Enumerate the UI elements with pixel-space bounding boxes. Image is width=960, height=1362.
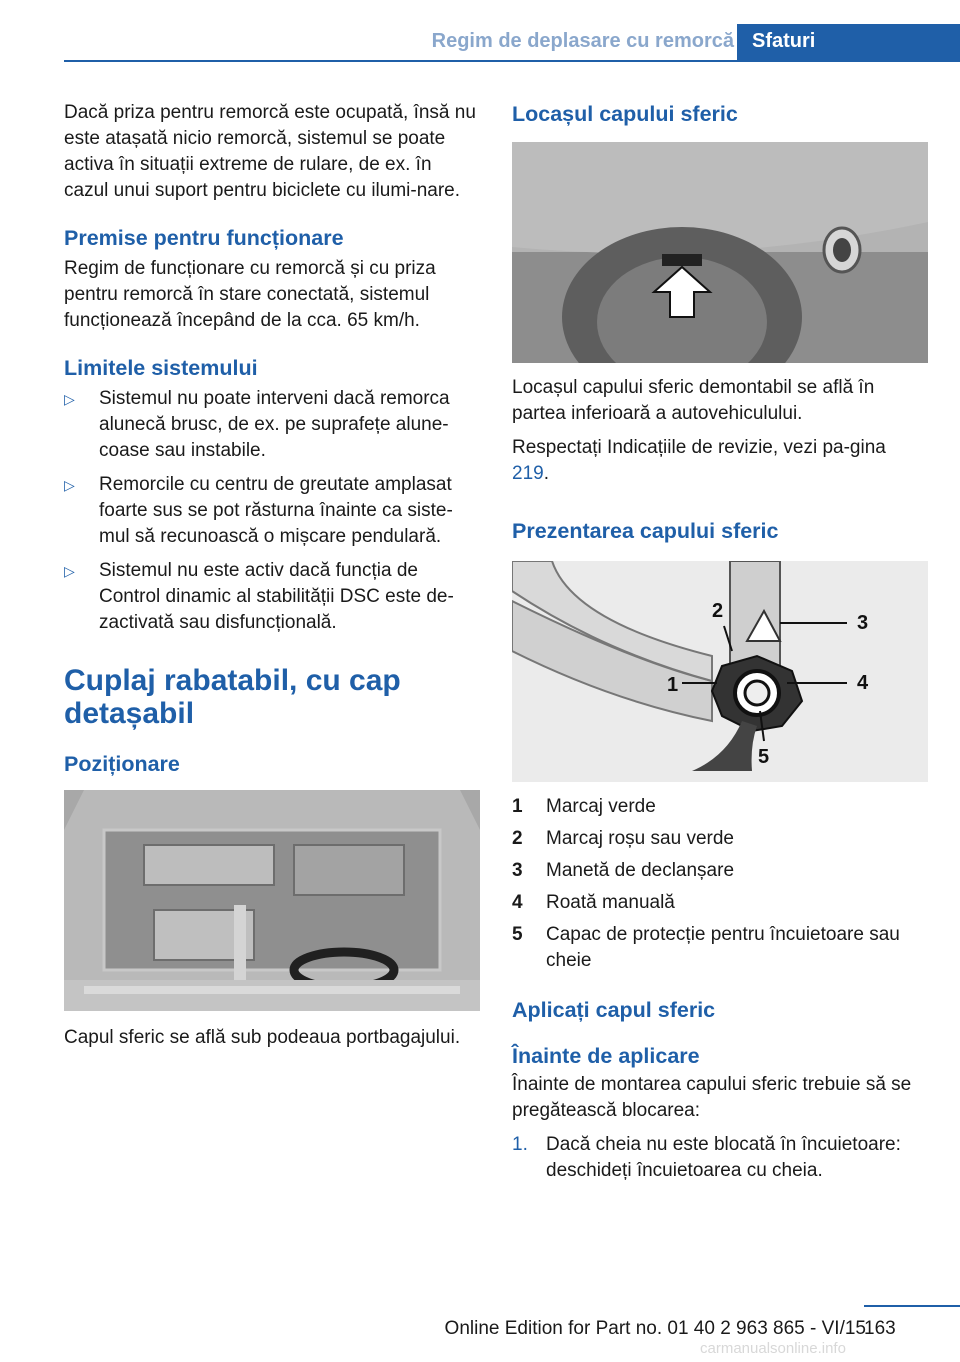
figure-label-4: 4	[857, 672, 869, 694]
list-item: 1. Dacă cheia nu este blocată în încuietoare: deschideți încuietoarea cu cheia.	[512, 1134, 901, 1181]
list-item: 1 Marcaj verde	[512, 796, 656, 817]
chapter-title: Cuplaj rabatabil, cu cap detașabil	[64, 664, 401, 730]
list-item: ▷ Sistemul nu este activ dacă funcția de Control dinamic al stabilității DSC este de‐zactivată sau disfuncțională.	[64, 560, 454, 633]
edition-text: Online Edition for Part no. 01 40 2 963 865 - VI/15	[444, 1318, 866, 1339]
location-paragraph: Locașul capului sferic demontabil se află în partea inferioară a autovehiculului.	[512, 377, 875, 424]
figure-label-5: 5	[758, 746, 770, 768]
header-rule	[64, 60, 960, 62]
running-header-section: Regim de deplasare cu remorcă	[431, 30, 734, 52]
ball-head-diagram	[512, 561, 928, 782]
bullet-triangle-icon: ▷	[64, 477, 75, 493]
footer-rule	[864, 1305, 960, 1307]
revision-paragraph: Respectați Indicațiile de revizie, vezi pa‐gina 219.	[512, 437, 886, 484]
trunk-floor-image	[64, 790, 480, 1011]
intro-paragraph: Dacă priza pentru remorcă este ocupată, însă nu este atașată nicio remorcă, sistemul se poate activa în situații extreme de rulare, de ex. în cazul unui suport pentru biciclete cu ilumi‐nare.	[64, 102, 476, 201]
location-heading: Locașul capului sferic	[512, 102, 738, 126]
premise-paragraph: Regim de funcționare cu remorcă și cu priza pentru remorcă în stare conectată, sistemul funcționează începând de la cca. 65 km/h.	[64, 258, 436, 331]
page-reference-link[interactable]: 219	[512, 463, 544, 484]
before-heading: Înainte de aplicare	[512, 1044, 700, 1068]
watermark: carmanualsonline.info	[700, 1340, 846, 1357]
bullet-triangle-icon: ▷	[64, 563, 75, 579]
list-item: 2 Marcaj roșu sau verde	[512, 828, 734, 849]
position-heading: Poziționare	[64, 752, 180, 776]
bullet-triangle-icon: ▷	[64, 391, 75, 407]
list-item: ▷ Remorcile cu centru de greutate amplasat foarte sus se pot răsturna înainte ca siste‐mul să recunoască o mișcare pendulară.	[64, 474, 453, 547]
page-number: 163	[864, 1318, 896, 1339]
hitch-location-image	[512, 142, 928, 363]
list-item: 4 Roată manuală	[512, 892, 675, 913]
figure-label-3: 3	[857, 612, 869, 634]
position-caption: Capul sferic se află sub podeaua portbagajului.	[64, 1027, 461, 1048]
list-item: 3 Manetă de declanșare	[512, 860, 735, 881]
premise-heading: Premise pentru funcționare	[64, 226, 344, 250]
before-paragraph: Înainte de montarea capului sferic trebuie să se pregătească blocarea:	[512, 1074, 912, 1121]
limits-list	[64, 386, 480, 636]
apply-heading: Aplicați capul sferic	[512, 998, 716, 1022]
left-column	[64, 100, 480, 1059]
right-column	[512, 100, 928, 1184]
list-item: ▷ Sistemul nu poate interveni dacă remorca alunecă brusc, de ex. pe suprafețe alune‐coase sau instabile.	[64, 388, 450, 461]
running-header-tab: Sfaturi	[737, 24, 960, 62]
steps-list	[512, 1132, 928, 1184]
figure-label-1: 1	[667, 674, 679, 696]
list-item: 5 Capac de protecție pentru încuietoare sau cheie	[512, 924, 900, 971]
overview-heading: Prezentarea capului sferic	[512, 519, 779, 543]
limits-heading: Limitele sistemului	[64, 356, 258, 380]
figure-label-2: 2	[712, 600, 724, 622]
legend-list	[512, 794, 928, 974]
